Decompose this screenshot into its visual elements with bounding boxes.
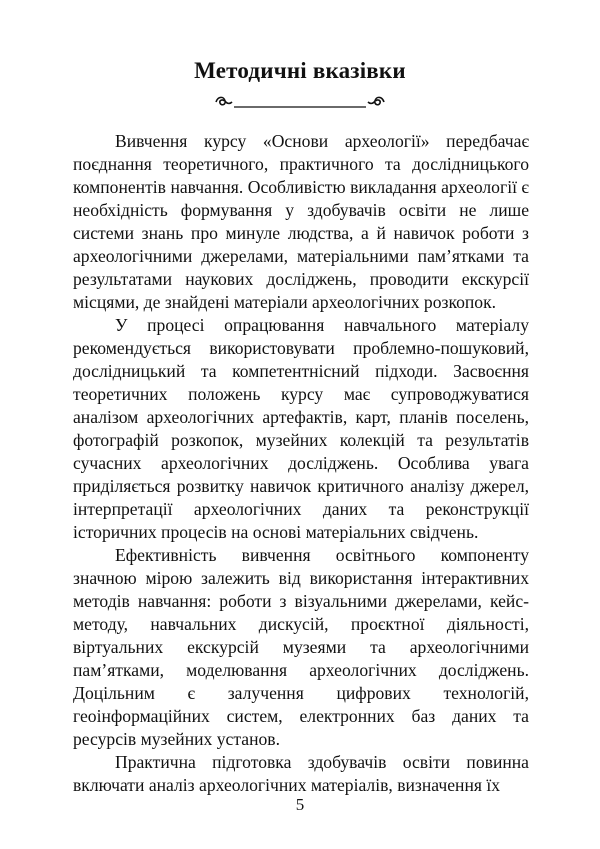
paragraph-3: Ефективність вивчення освітнього компоненту значною мірою залежить від використання інтерактивних методів навчання: роботи з візуальними джерелами, кейс-методу, навчальних дискусій, проєктної діяльності, віртуальних екскурсій музеями та археологічними пам’ятками, моделювання археологічних досліджень. Доцільним є залучення цифрових технологій, геоінформаційних систем, електронних баз даних та ресурсів музейних установ. [73, 545, 529, 749]
page-title: Методичні вказівки [194, 58, 406, 83]
paragraph-2: У процесі опрацювання навчального матеріалу рекомендується використовувати проблемно-пошуковий, дослідницький та компетентнісний підходи. Засвоєння теоретичних положень курсу має супроводжуватися аналізом археологічних артефактів, карт, планів поселень, фотографій розкопок, музейних колекцій та результатів сучасних археологічних досліджень. Особлива увага приділяється розвитку навичок критичного аналізу джерел, інтерпретації археологічних даних та реконструкції історичних процесів на основі матеріальних свідчень. [73, 315, 529, 542]
paragraph-1: Вивчення курсу «Основи археології» передбачає поєднання теоретичного, практичного та дослідницького компонентів навчання. Особливістю викладання археології є необхідність формування у здобувачів освіти не лише системи знань про минуле людства, а й навичок роботи з археологічними джерелами, матеріальними пам’ятками та результатами наукових досліджень, проводити екскурсії місцями, де знайдені матеріали археологічних розкопок. [73, 131, 529, 312]
paragraph-4: Практична підготовка здобувачів освіти повинна включати аналіз археологічних матеріалів, визначення їх [73, 752, 529, 795]
body-text [73, 130, 529, 797]
decorative-divider-icon [214, 92, 386, 110]
page-number: 5 [295, 795, 305, 814]
